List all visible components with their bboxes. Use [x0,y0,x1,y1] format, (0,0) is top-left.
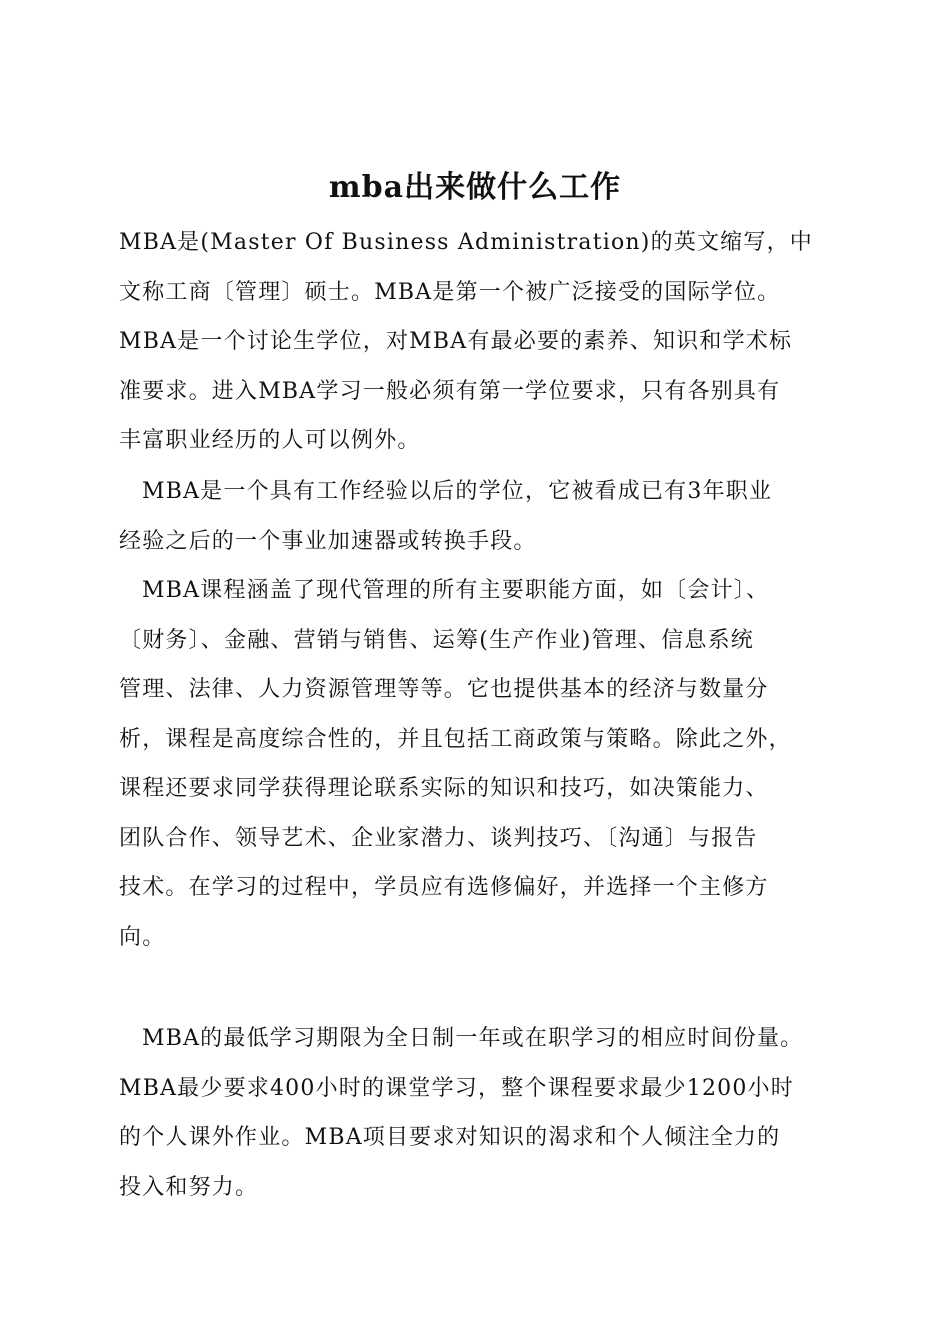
paragraph-3-line-5: 课程还要求同学获得理论联系实际的知识和技巧，如决策能力、 [119,776,769,801]
paragraph-1-line-5: 丰富职业经历的人可以例外。 [119,428,421,453]
paragraph-3-line-4: 析，课程是高度综合性的，并且包括工商政策与策略。除此之外， [119,727,792,752]
paragraph-2-line-1: MBA是一个具有工作经验以后的学位，它被看成已有3年职业 [142,479,773,504]
paragraph-1-line-1: MBA是(Master Of Business Administration)的英文缩写，中 [119,230,813,255]
paragraph-3-line-1: MBA课程涵盖了现代管理的所有主要职能方面，如〔会计〕、 [142,578,770,603]
paragraph-4-line-4: 投入和努力。 [119,1175,259,1200]
paragraph-4-line-3: 的个人课外作业。MBA项目要求对知识的渴求和个人倾注全力的 [119,1125,781,1150]
paragraph-3-line-8: 向。 [119,925,166,950]
paragraph-1-line-2: 文称工商〔管理〕硕士。MBA是第一个被广泛接受的国际学位。 [119,280,781,305]
paragraph-1-line-4: 准要求。进入MBA学习一般必须有第一学位要求，只有各别具有 [119,379,781,404]
paragraph-4-line-2: MBA最少要求400小时的课堂学习，整个课程要求最少1200小时 [119,1076,794,1101]
paragraph-3-line-3: 管理、法律、人力资源管理等等。它也提供基本的经济与数量分 [119,677,769,702]
paragraph-4-line-1: MBA的最低学习期限为全日制一年或在职学习的相应时间份量。 [142,1026,804,1051]
paragraph-3-line-2: 〔财务〕、金融、营销与销售、运筹(生产作业)管理、信息系统 [119,628,754,653]
paragraph-3-line-7: 技术。在学习的过程中，学员应有选修偏好，并选择一个主修方 [119,875,769,900]
document-title: mba出来做什么工作 [328,170,622,206]
paragraph-2-line-2: 经验之后的一个事业加速器或转换手段。 [119,529,537,554]
paragraph-1-line-3: MBA是一个讨论生学位，对MBA有最必要的素养、知识和学术标 [119,329,793,354]
paragraph-3-line-6: 团队合作、领导艺术、企业家潜力、谈判技巧、〔沟通〕与报告 [119,826,758,851]
